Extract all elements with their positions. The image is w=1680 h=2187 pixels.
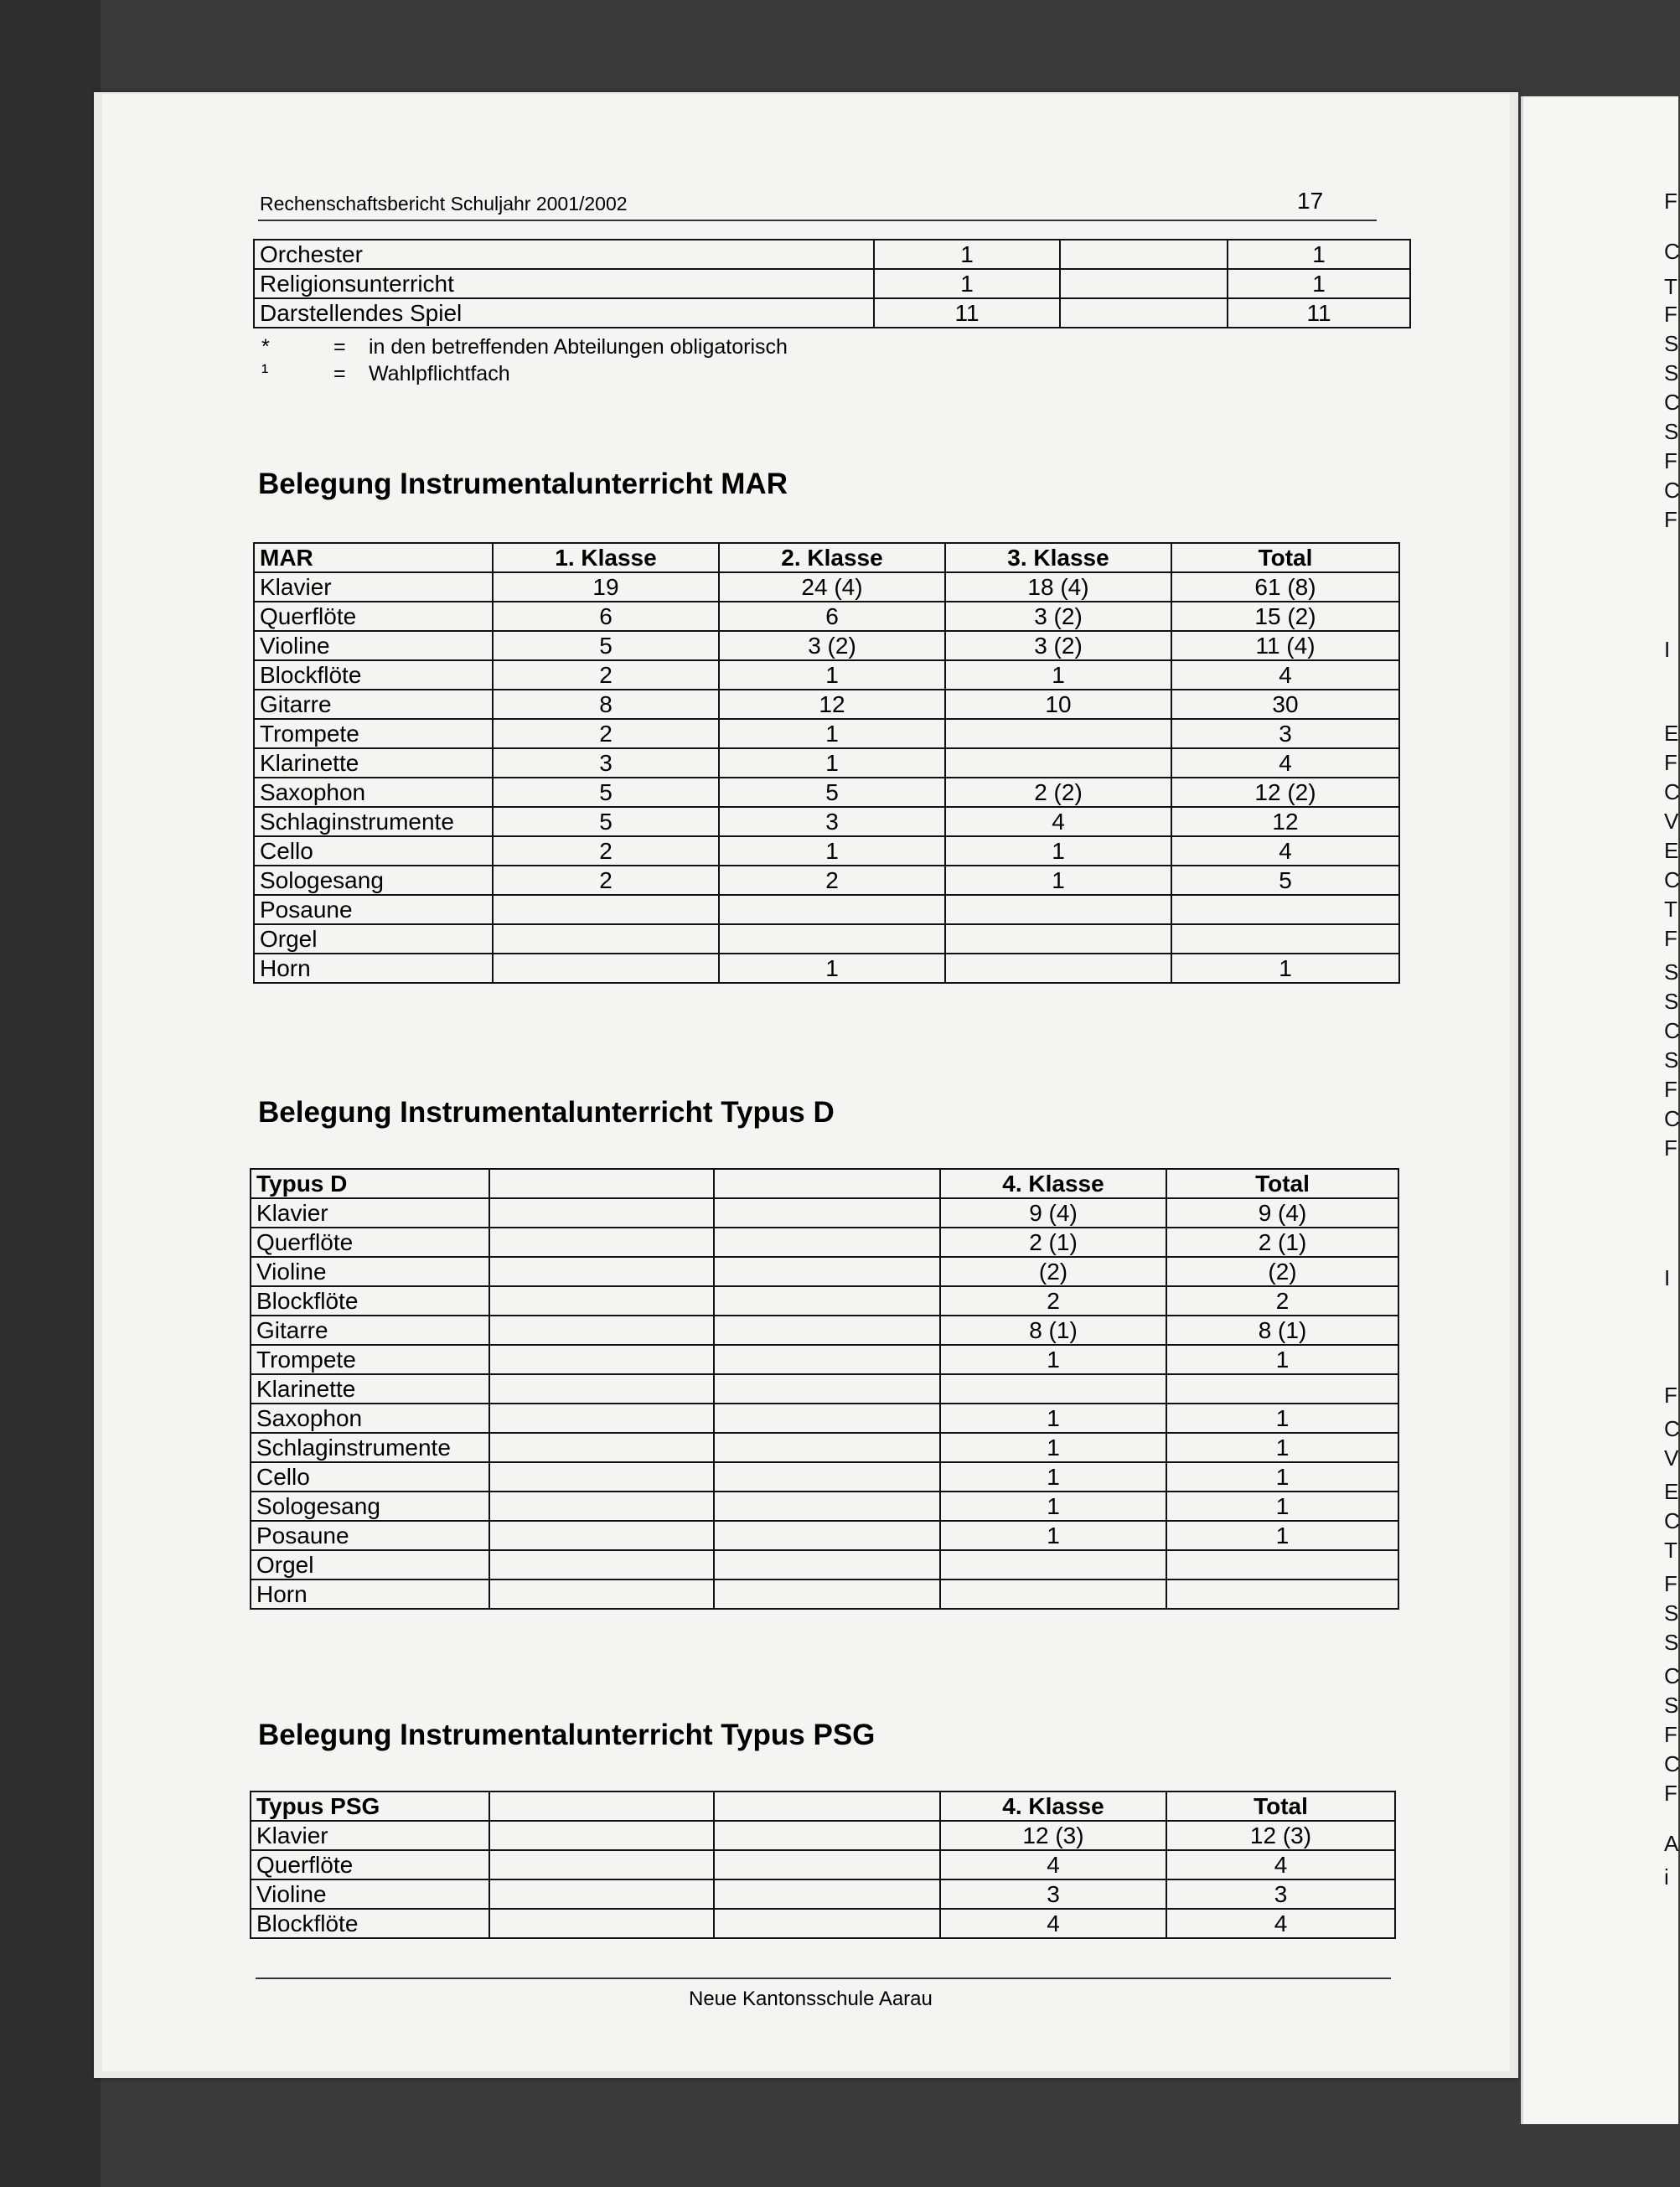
value-cell: (2) [1166, 1257, 1398, 1286]
value-cell: 1 [1166, 1345, 1398, 1374]
facing-page-fragment: E [1664, 1479, 1679, 1504]
row-label-cell: Klavier [251, 1198, 489, 1228]
value-cell: 2 [493, 719, 719, 748]
document-page [102, 94, 1510, 2071]
value-cell: 11 (4) [1171, 631, 1399, 660]
table-row [251, 1462, 1398, 1492]
value-cell [489, 1879, 714, 1909]
value-cell: 61 (8) [1171, 572, 1399, 602]
value-cell: 1 [719, 836, 945, 866]
value-cell [489, 1521, 714, 1550]
value-cell [489, 1821, 714, 1850]
facing-page-fragment: S [1664, 1693, 1679, 1718]
facing-page-fragment: F [1664, 1781, 1677, 1806]
facing-page-fragment: F [1664, 1571, 1677, 1596]
facing-page-fragment: F [1664, 1383, 1677, 1408]
value-cell: 5 [493, 807, 719, 836]
facing-page-fragment: S [1664, 989, 1679, 1014]
scan-backdrop [0, 0, 101, 2187]
facing-page-fragment: C [1664, 867, 1680, 892]
value-cell [489, 1580, 714, 1609]
table-row [251, 1492, 1398, 1521]
value-cell: 1 [940, 1404, 1166, 1433]
value-cell: 2 (1) [940, 1228, 1166, 1257]
value-cell: 3 (2) [945, 602, 1171, 631]
value-cell: 2 [719, 866, 945, 895]
facing-page-fragment: T [1664, 1538, 1677, 1563]
value-cell [714, 1404, 940, 1433]
row-label-cell: Horn [254, 954, 493, 983]
section-title-mar: Belegung Instrumentalunterricht MAR [258, 468, 788, 500]
value-cell [714, 1580, 940, 1609]
table-row [254, 866, 1399, 895]
value-cell: 11 [1228, 298, 1410, 328]
value-cell [714, 1550, 940, 1580]
value-cell [714, 1198, 940, 1228]
row-label-cell: Blockflöte [251, 1286, 489, 1316]
table-row [251, 1345, 1398, 1374]
row-label-cell: Sologesang [251, 1492, 489, 1521]
row-label-cell: Querflöte [254, 602, 493, 631]
value-cell [940, 1550, 1166, 1580]
column-header-cell: 3. Klasse [945, 543, 1171, 572]
table-row [251, 1286, 1398, 1316]
value-cell: 1 [940, 1521, 1166, 1550]
subjects-continuation-table [253, 239, 1411, 328]
table-row [251, 1404, 1398, 1433]
table-row [251, 1580, 1398, 1609]
value-cell: 1 [1228, 240, 1410, 269]
facing-page-fragment: C [1664, 1663, 1680, 1688]
table-row [251, 1433, 1398, 1462]
value-cell: 1 [719, 719, 945, 748]
row-label-cell: Posaune [251, 1521, 489, 1550]
table-row [251, 1521, 1398, 1550]
value-cell: 3 [1171, 719, 1399, 748]
table-header-row [251, 1791, 1395, 1821]
value-cell: 9 (4) [1166, 1198, 1398, 1228]
column-header-cell [714, 1791, 940, 1821]
value-cell [1171, 924, 1399, 954]
facing-page-fragment: F [1664, 926, 1677, 951]
value-cell: 1 [1166, 1462, 1398, 1492]
value-cell [1166, 1580, 1398, 1609]
table-row [254, 807, 1399, 836]
table-header-row [254, 543, 1399, 572]
value-cell: 1 [1171, 954, 1399, 983]
footer-rule [256, 1978, 1391, 1979]
value-cell [714, 1850, 940, 1879]
value-cell [945, 748, 1171, 778]
value-cell: 1 [945, 866, 1171, 895]
value-cell: (2) [940, 1257, 1166, 1286]
value-cell: 5 [493, 631, 719, 660]
value-cell [714, 1228, 940, 1257]
value-cell: 15 (2) [1171, 602, 1399, 631]
facing-page-fragment: F [1664, 302, 1677, 327]
value-cell: 1 [940, 1492, 1166, 1521]
value-cell: 1 [940, 1462, 1166, 1492]
facing-page-fragment: F [1664, 1722, 1677, 1747]
typus-d-table [250, 1168, 1399, 1610]
row-label-cell: Gitarre [254, 690, 493, 719]
facing-page-fragment: F [1664, 1135, 1677, 1161]
value-cell [489, 1433, 714, 1462]
row-label-cell: Blockflöte [251, 1909, 489, 1938]
facing-page-fragment: E [1664, 838, 1679, 863]
value-cell: 5 [493, 778, 719, 807]
row-header-cell: Typus D [251, 1169, 489, 1198]
table-row [251, 1550, 1398, 1580]
row-label-cell: Schlaginstrumente [254, 807, 493, 836]
facing-page-fragment: F [1664, 189, 1677, 214]
value-cell: 1 [945, 660, 1171, 690]
facing-page-fragment: S [1664, 1047, 1679, 1073]
footnote-equals: = [333, 362, 346, 385]
running-header-title: Rechenschaftsbericht Schuljahr 2001/2002 [260, 193, 628, 215]
value-cell [489, 1198, 714, 1228]
value-cell: 3 [493, 748, 719, 778]
facing-page-fragment: I [1664, 637, 1671, 662]
mar-table [253, 542, 1400, 984]
value-cell [714, 1286, 940, 1316]
value-cell: 2 [493, 836, 719, 866]
value-cell: 1 [1166, 1521, 1398, 1550]
row-label-cell: Klarinette [251, 1374, 489, 1404]
row-label-cell: Trompete [251, 1345, 489, 1374]
value-cell: 2 (2) [945, 778, 1171, 807]
value-cell: 1 [1166, 1492, 1398, 1521]
value-cell: 2 (1) [1166, 1228, 1398, 1257]
value-cell [489, 1550, 714, 1580]
value-cell: 4 [940, 1850, 1166, 1879]
column-header-cell: Total [1166, 1791, 1395, 1821]
value-cell [714, 1374, 940, 1404]
header-rule [258, 220, 1377, 221]
table-row [251, 1821, 1395, 1850]
value-cell: 5 [1171, 866, 1399, 895]
facing-page-fragment: V [1664, 1445, 1679, 1471]
facing-page-fragment: C [1664, 1018, 1680, 1043]
value-cell: 1 [940, 1345, 1166, 1374]
value-cell [489, 1850, 714, 1879]
row-label-cell: Orgel [254, 924, 493, 954]
value-cell: 3 [940, 1879, 1166, 1909]
column-header-cell: 4. Klasse [940, 1791, 1166, 1821]
facing-page-fragment: S [1664, 1600, 1679, 1626]
column-header-cell: 2. Klasse [719, 543, 945, 572]
value-cell: 2 [493, 866, 719, 895]
value-cell [493, 895, 719, 924]
value-cell: 4 [1166, 1850, 1395, 1879]
table-row [254, 836, 1399, 866]
value-cell [940, 1374, 1166, 1404]
table-row [254, 690, 1399, 719]
facing-page-fragment: C [1664, 239, 1680, 264]
value-cell: 12 (3) [940, 1821, 1166, 1850]
column-header-cell: 4. Klasse [940, 1169, 1166, 1198]
facing-page-fragment: T [1664, 274, 1677, 299]
value-cell: 1 [719, 748, 945, 778]
value-cell: 12 [719, 690, 945, 719]
footnote-equals: = [333, 335, 346, 359]
page-number: 17 [1297, 188, 1324, 214]
facing-page-fragment: C [1664, 390, 1680, 415]
footer-text: Neue Kantonsschule Aarau [689, 1988, 933, 2010]
facing-page-fragment: I [1664, 1265, 1671, 1290]
row-header-cell: MAR [254, 543, 493, 572]
row-label-cell: Cello [254, 836, 493, 866]
row-label-cell: Orgel [251, 1550, 489, 1580]
row-label-cell: Posaune [254, 895, 493, 924]
value-cell: 4 [1171, 748, 1399, 778]
value-cell: 3 [719, 807, 945, 836]
value-cell: 2 [493, 660, 719, 690]
value-cell: 4 [1166, 1909, 1395, 1938]
value-cell: 8 (1) [940, 1316, 1166, 1345]
value-cell [489, 1462, 714, 1492]
value-cell [714, 1462, 940, 1492]
section-title-typus-d: Belegung Instrumentalunterricht Typus D [258, 1096, 835, 1129]
value-cell: 3 (2) [719, 631, 945, 660]
value-cell [945, 719, 1171, 748]
value-cell [714, 1345, 940, 1374]
value-cell [945, 954, 1171, 983]
value-cell [1166, 1374, 1398, 1404]
value-cell [1166, 1550, 1398, 1580]
value-cell: 24 (4) [719, 572, 945, 602]
row-label-cell: Sologesang [254, 866, 493, 895]
row-label-cell: Violine [251, 1879, 489, 1909]
facing-page-fragment: C [1664, 1416, 1680, 1441]
column-header-cell [714, 1169, 940, 1198]
value-cell [489, 1492, 714, 1521]
row-label-cell: Klarinette [254, 748, 493, 778]
table-row [254, 269, 1410, 298]
value-cell: 11 [874, 298, 1060, 328]
table-row [254, 954, 1399, 983]
row-label-cell: Klavier [254, 572, 493, 602]
row-label-cell: Trompete [254, 719, 493, 748]
row-label-cell: Schlaginstrumente [251, 1433, 489, 1462]
value-cell: 8 [493, 690, 719, 719]
facing-page-fragment: C [1664, 1106, 1680, 1131]
value-cell: 1 [719, 660, 945, 690]
column-header-cell: 1. Klasse [493, 543, 719, 572]
row-label-cell: Klavier [251, 1821, 489, 1850]
row-label-cell: Religionsunterricht [254, 269, 874, 298]
value-cell [493, 924, 719, 954]
table-row [251, 1374, 1398, 1404]
table-row [251, 1198, 1398, 1228]
value-cell [489, 1909, 714, 1938]
facing-page-fragment: S [1664, 959, 1679, 985]
row-label-cell: Violine [254, 631, 493, 660]
row-label-cell: Darstellendes Spiel [254, 298, 874, 328]
value-cell: 12 (2) [1171, 778, 1399, 807]
facing-page-fragment: i [1664, 1864, 1669, 1890]
table-row [251, 1316, 1398, 1345]
value-cell: 1 [874, 269, 1060, 298]
column-header-cell [489, 1791, 714, 1821]
value-cell [493, 954, 719, 983]
value-cell [489, 1316, 714, 1345]
value-cell: 1 [1166, 1404, 1398, 1433]
value-cell: 1 [719, 954, 945, 983]
value-cell: 19 [493, 572, 719, 602]
row-label-cell: Orchester [254, 240, 874, 269]
value-cell [940, 1580, 1166, 1609]
value-cell: 1 [1228, 269, 1410, 298]
table-row [254, 298, 1410, 328]
value-cell: 2 [1166, 1286, 1398, 1316]
value-cell: 6 [719, 602, 945, 631]
value-cell: 5 [719, 778, 945, 807]
value-cell [719, 924, 945, 954]
value-cell [714, 1433, 940, 1462]
value-cell [489, 1286, 714, 1316]
value-cell: 9 (4) [940, 1198, 1166, 1228]
column-header-cell: Total [1171, 543, 1399, 572]
row-label-cell: Cello [251, 1462, 489, 1492]
value-cell: 10 [945, 690, 1171, 719]
facing-page-fragment: F [1664, 750, 1677, 775]
footnote-mark: * [261, 335, 270, 359]
value-cell: 6 [493, 602, 719, 631]
facing-page-fragment: S [1664, 360, 1679, 385]
value-cell: 1 [874, 240, 1060, 269]
value-cell: 4 [1171, 660, 1399, 690]
table-row [254, 602, 1399, 631]
facing-page-fragment: F [1664, 448, 1677, 473]
table-row [254, 748, 1399, 778]
value-cell [945, 924, 1171, 954]
table-row [251, 1850, 1395, 1879]
value-cell [714, 1821, 940, 1850]
value-cell [714, 1909, 940, 1938]
value-cell [719, 895, 945, 924]
value-cell [714, 1257, 940, 1286]
row-label-cell: Gitarre [251, 1316, 489, 1345]
value-cell [489, 1345, 714, 1374]
value-cell: 8 (1) [1166, 1316, 1398, 1345]
value-cell: 12 (3) [1166, 1821, 1395, 1850]
facing-page-fragment: C [1664, 478, 1680, 503]
footnote-text: in den betreffenden Abteilungen obligatorisch [369, 335, 788, 359]
column-header-cell: Total [1166, 1169, 1398, 1198]
value-cell [714, 1879, 940, 1909]
value-cell [489, 1374, 714, 1404]
column-header-cell [489, 1169, 714, 1198]
facing-page-edge [1521, 96, 1678, 2124]
table-row [254, 660, 1399, 690]
facing-page-fragment: C [1664, 1751, 1680, 1776]
row-label-cell: Violine [251, 1257, 489, 1286]
facing-page-fragment: A [1664, 1831, 1679, 1856]
row-label-cell: Blockflöte [254, 660, 493, 690]
row-label-cell: Saxophon [251, 1404, 489, 1433]
value-cell: 1 [1166, 1433, 1398, 1462]
facing-page-fragment: C [1664, 1508, 1680, 1533]
value-cell [489, 1228, 714, 1257]
value-cell [1060, 240, 1228, 269]
value-cell: 1 [945, 836, 1171, 866]
table-row [254, 924, 1399, 954]
facing-page-fragment: C [1664, 779, 1680, 804]
value-cell: 3 (2) [945, 631, 1171, 660]
table-header-row [251, 1169, 1398, 1198]
value-cell: 30 [1171, 690, 1399, 719]
footnote-text: Wahlpflichtfach [369, 362, 510, 385]
facing-page-fragment: F [1664, 507, 1677, 532]
table-row [254, 719, 1399, 748]
row-label-cell: Querflöte [251, 1850, 489, 1879]
section-title-typus-psg: Belegung Instrumentalunterricht Typus PSG [258, 1719, 876, 1751]
typus-psg-table [250, 1791, 1396, 1939]
value-cell [945, 895, 1171, 924]
facing-page-fragment: S [1664, 419, 1679, 444]
table-row [254, 572, 1399, 602]
facing-page-fragment: T [1664, 897, 1677, 922]
value-cell: 4 [1171, 836, 1399, 866]
value-cell: 3 [1166, 1879, 1395, 1909]
value-cell: 12 [1171, 807, 1399, 836]
row-label-cell: Querflöte [251, 1228, 489, 1257]
value-cell: 18 (4) [945, 572, 1171, 602]
value-cell: 4 [940, 1909, 1166, 1938]
value-cell: 4 [945, 807, 1171, 836]
value-cell [714, 1316, 940, 1345]
facing-page-fragment: S [1664, 1630, 1679, 1655]
value-cell [1060, 298, 1228, 328]
value-cell [714, 1492, 940, 1521]
value-cell [1060, 269, 1228, 298]
table-row [251, 1879, 1395, 1909]
footnote-mark: ¹ [261, 360, 269, 384]
row-header-cell: Typus PSG [251, 1791, 489, 1821]
table-row [251, 1257, 1398, 1286]
value-cell [489, 1257, 714, 1286]
table-row [254, 895, 1399, 924]
facing-page-fragment: S [1664, 331, 1679, 356]
facing-page-fragment: V [1664, 809, 1679, 834]
row-label-cell: Saxophon [254, 778, 493, 807]
table-row [251, 1228, 1398, 1257]
value-cell [1171, 895, 1399, 924]
value-cell [489, 1404, 714, 1433]
table-row [254, 631, 1399, 660]
value-cell [714, 1521, 940, 1550]
value-cell: 2 [940, 1286, 1166, 1316]
table-row [254, 240, 1410, 269]
row-label-cell: Horn [251, 1580, 489, 1609]
value-cell: 1 [940, 1433, 1166, 1462]
facing-page-fragment: F [1664, 1077, 1677, 1102]
table-row [251, 1909, 1395, 1938]
table-row [254, 778, 1399, 807]
facing-page-fragment: E [1664, 721, 1679, 746]
